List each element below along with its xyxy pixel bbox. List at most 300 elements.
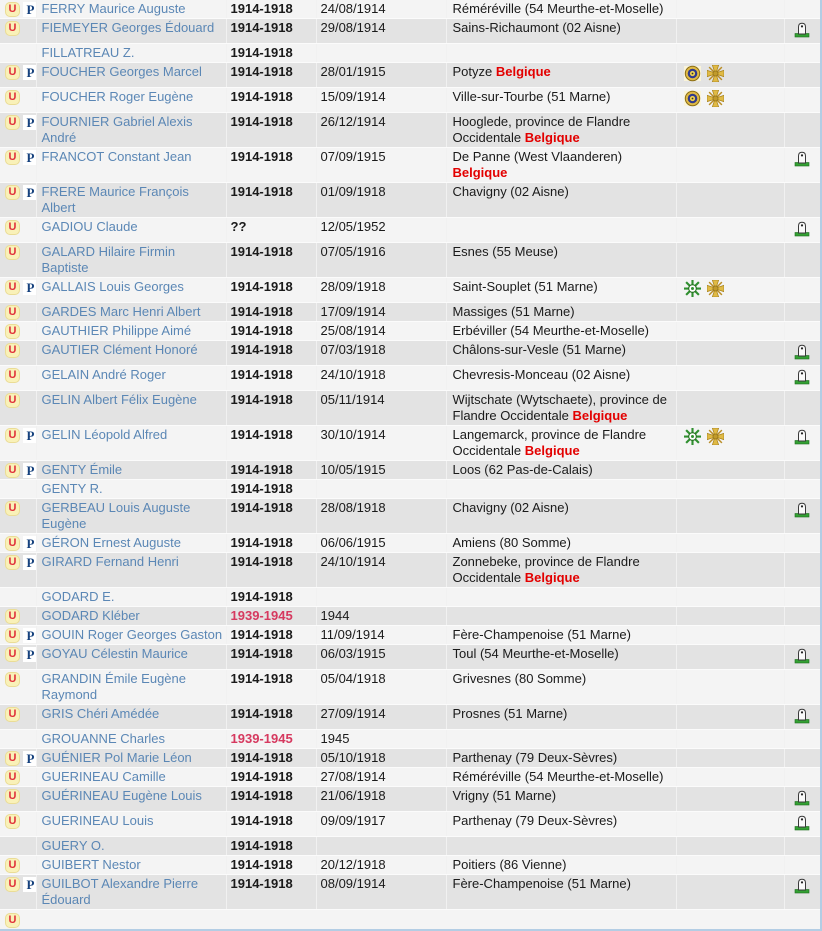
u-record-icon[interactable]: U <box>5 672 20 687</box>
war-period: 1914-1918 <box>230 589 293 604</box>
war-period: ?? <box>230 219 247 234</box>
death-place-cell <box>446 626 676 645</box>
death-date-cell <box>316 837 446 856</box>
table-row <box>0 113 820 148</box>
medals-cell <box>676 875 784 910</box>
soldier-name-link[interactable]: GENTY R. <box>41 481 103 496</box>
table-row <box>0 183 820 218</box>
table-row <box>0 426 820 461</box>
soldier-name-cell <box>36 303 226 322</box>
u-record-icon[interactable]: U <box>5 770 20 785</box>
war-period: 1914-1918 <box>230 184 293 199</box>
grave-cell <box>784 322 820 341</box>
soldier-name-cell <box>36 480 226 499</box>
death-place: Chevresis-Monceau (02 Aisne) <box>452 367 631 382</box>
table-row <box>0 749 820 768</box>
record-flags-cell <box>0 553 36 588</box>
death-date-cell <box>316 553 446 588</box>
war-period-cell <box>226 670 316 705</box>
table-row <box>0 670 820 705</box>
death-place: Fère-Champenoise (51 Marne) <box>452 876 631 891</box>
table-row <box>0 0 820 19</box>
u-record-icon[interactable]: U <box>5 814 20 829</box>
croix-de-guerre-icon <box>707 65 724 86</box>
grave-icon[interactable] <box>794 814 810 835</box>
grave-cell <box>784 670 820 705</box>
death-date: 09/09/1917 <box>320 813 386 828</box>
soldier-name-link[interactable]: GUÉRINEAU Eugène Louis <box>41 788 202 803</box>
record-flags-cell <box>0 812 36 837</box>
death-place-cell <box>446 480 676 499</box>
death-date-cell <box>316 534 446 553</box>
table-row <box>0 341 820 366</box>
war-period-cell <box>226 19 316 44</box>
u-record-icon[interactable]: U <box>5 343 20 358</box>
war-period: 1914-1918 <box>230 64 293 79</box>
grave-cell <box>784 44 820 63</box>
table-row <box>0 787 820 812</box>
war-period-cell <box>226 856 316 875</box>
grave-cell <box>784 0 820 19</box>
record-flags-cell <box>0 499 36 534</box>
p-photo-icon[interactable]: P <box>23 463 36 478</box>
u-record-icon[interactable]: U <box>5 628 20 643</box>
soldier-name-link[interactable]: GUERINEAU Camille <box>41 769 166 784</box>
grave-cell <box>784 366 820 391</box>
death-date-cell <box>316 148 446 183</box>
grave-cell <box>784 426 820 461</box>
soldier-name-cell <box>36 148 226 183</box>
soldier-name-link[interactable]: GELAIN André Roger <box>41 367 166 382</box>
death-date-cell <box>316 480 446 499</box>
death-date-cell <box>316 461 446 480</box>
death-date: 06/03/1915 <box>320 646 386 661</box>
table-row <box>0 705 820 730</box>
death-place: Toul (54 Meurthe-et-Moselle) <box>452 646 619 661</box>
record-flags-cell <box>0 341 36 366</box>
soldier-name-link[interactable]: FERRY Maurice Auguste <box>41 1 186 16</box>
death-place: Réméréville (54 Meurthe-et-Moselle) <box>452 1 664 16</box>
u-record-icon[interactable]: U <box>5 789 20 804</box>
medals-cell <box>676 113 784 148</box>
death-date-cell <box>316 499 446 534</box>
p-photo-icon[interactable]: P <box>23 877 36 892</box>
u-record-icon[interactable]: U <box>5 150 20 165</box>
soldier-name-link[interactable]: GUILBOT Alexandre Pierre Édouard <box>41 876 199 907</box>
death-place-cell <box>446 856 676 875</box>
war-period: 1914-1918 <box>230 244 293 259</box>
soldier-name-link[interactable]: GALARD Hilaire Firmin Baptiste <box>41 244 176 275</box>
u-record-icon[interactable]: U <box>5 368 20 383</box>
grave-cell <box>784 183 820 218</box>
death-place-cell <box>446 875 676 910</box>
death-date: 05/10/1918 <box>320 750 386 765</box>
record-flags-cell <box>0 0 36 19</box>
p-photo-icon[interactable]: P <box>23 185 36 200</box>
war-period: 1914-1918 <box>230 627 293 642</box>
death-place: Prosnes (51 Marne) <box>452 706 568 721</box>
medals-cell <box>676 243 784 278</box>
death-place: Loos (62 Pas-de-Calais) <box>452 462 593 477</box>
soldier-name-link[interactable]: GUIBERT Nestor <box>41 857 141 872</box>
soldier-name-link[interactable]: FOURNIER Gabriel Alexis André <box>41 114 193 145</box>
soldier-name-cell <box>36 749 226 768</box>
death-place: Réméréville (54 Meurthe-et-Moselle) <box>452 769 664 784</box>
record-flags-cell <box>0 183 36 218</box>
u-record-icon[interactable]: U <box>5 463 20 478</box>
war-period: 1914-1918 <box>230 554 293 569</box>
grave-cell <box>784 787 820 812</box>
war-period: 1914-1918 <box>230 500 293 515</box>
medals-cell <box>676 499 784 534</box>
empty-cell <box>784 910 820 930</box>
record-flags-cell <box>0 910 36 930</box>
grave-cell <box>784 553 820 588</box>
death-place: Potyze <box>452 64 493 79</box>
death-place: Hooglede, province de Flandre Occidentale <box>452 114 631 145</box>
u-record-icon[interactable]: U <box>5 185 20 200</box>
grave-icon[interactable] <box>794 877 810 898</box>
war-period-cell <box>226 148 316 183</box>
war-period-cell <box>226 812 316 837</box>
u-record-icon[interactable]: U <box>5 707 20 722</box>
death-date: 24/10/1914 <box>320 554 386 569</box>
soldier-name-link[interactable]: FILLATREAU Z. <box>41 45 135 60</box>
soldier-name-link[interactable]: GOYAU Célestin Maurice <box>41 646 188 661</box>
u-record-icon[interactable]: U <box>5 877 20 892</box>
medals-cell <box>676 812 784 837</box>
grave-cell <box>784 705 820 730</box>
soldier-name-link[interactable]: GRANDIN Émile Eugène Raymond <box>41 671 186 702</box>
medals-cell <box>676 63 784 88</box>
death-date-cell <box>316 730 446 749</box>
grave-cell <box>784 749 820 768</box>
soldier-name-link[interactable]: GELIN Léopold Alfred <box>41 427 168 442</box>
medals-cell <box>676 148 784 183</box>
medals-cell <box>676 19 784 44</box>
table-row <box>0 88 820 113</box>
grave-icon[interactable] <box>794 220 810 241</box>
war-period: 1914-1918 <box>230 750 293 765</box>
death-date: 28/01/1915 <box>320 64 386 79</box>
u-record-icon[interactable]: U <box>5 90 20 105</box>
death-place-cell <box>446 44 676 63</box>
war-period-cell <box>226 113 316 148</box>
soldier-name-cell <box>36 278 226 303</box>
soldier-name-link[interactable]: GROUANNE Charles <box>41 731 166 746</box>
u-record-icon[interactable]: U <box>5 2 20 17</box>
death-date: 29/08/1914 <box>320 20 386 35</box>
soldier-name-cell <box>36 787 226 812</box>
war-period: 1914-1918 <box>230 706 293 721</box>
medals-cell <box>676 341 784 366</box>
death-date-cell <box>316 243 446 278</box>
grave-cell <box>784 391 820 426</box>
medals-cell <box>676 645 784 670</box>
soldier-name-link[interactable]: FIEMEYER Georges Édouard <box>41 20 215 35</box>
death-date-cell <box>316 391 446 426</box>
soldier-name-link[interactable]: GALLAIS Louis Georges <box>41 279 184 294</box>
war-period-cell <box>226 553 316 588</box>
p-photo-icon[interactable]: P <box>23 555 36 570</box>
death-date-cell <box>316 705 446 730</box>
death-place: De Panne (West Vlaanderen) <box>452 149 623 164</box>
death-date: 06/06/1915 <box>320 535 386 550</box>
death-date-cell <box>316 341 446 366</box>
grave-icon[interactable] <box>794 501 810 522</box>
soldier-name-link[interactable]: GADIOU Claude <box>41 219 138 234</box>
death-place-cell <box>446 183 676 218</box>
soldier-name-cell <box>36 341 226 366</box>
table-row <box>0 534 820 553</box>
soldier-name-cell <box>36 837 226 856</box>
grave-cell <box>784 461 820 480</box>
death-date: 1945 <box>320 731 350 746</box>
death-date: 24/08/1914 <box>320 1 386 16</box>
table-row <box>0 645 820 670</box>
u-record-icon[interactable]: U <box>5 115 20 130</box>
medals-cell <box>676 480 784 499</box>
death-place-cell <box>446 218 676 243</box>
grave-icon[interactable] <box>794 789 810 810</box>
soldier-name-cell <box>36 322 226 341</box>
soldier-name-link[interactable]: FOUCHER Roger Eugène <box>41 89 194 104</box>
medals-cell <box>676 768 784 787</box>
medaille-militaire-icon <box>684 65 701 86</box>
grave-icon[interactable] <box>794 428 810 449</box>
war-period-cell <box>226 626 316 645</box>
medals-cell <box>676 391 784 426</box>
medals-cell <box>676 856 784 875</box>
grave-icon[interactable] <box>794 21 810 42</box>
p-photo-icon[interactable]: P <box>23 115 36 130</box>
soldier-name-cell <box>36 391 226 426</box>
record-flags-cell <box>0 391 36 426</box>
p-photo-icon[interactable]: P <box>23 2 36 17</box>
soldier-name-link[interactable]: FOUCHER Georges Marcel <box>41 64 202 79</box>
medals-cell <box>676 183 784 218</box>
medals-cell <box>676 366 784 391</box>
p-photo-icon[interactable]: P <box>23 628 36 643</box>
medals-cell <box>676 730 784 749</box>
war-period: 1914-1918 <box>230 367 293 382</box>
death-place: Massiges (51 Marne) <box>452 304 575 319</box>
record-flags-cell <box>0 113 36 148</box>
death-place-cell <box>446 768 676 787</box>
death-date: 21/06/1918 <box>320 788 386 803</box>
grave-cell <box>784 607 820 626</box>
death-date-cell <box>316 19 446 44</box>
u-record-icon[interactable]: U <box>5 65 20 80</box>
war-period-cell <box>226 768 316 787</box>
death-place-cell <box>446 0 676 19</box>
war-period: 1914-1918 <box>230 671 293 686</box>
u-record-icon[interactable]: U <box>5 21 20 36</box>
soldier-name-cell <box>36 63 226 88</box>
war-period: 1914-1918 <box>230 20 293 35</box>
u-record-icon[interactable]: U <box>5 647 20 662</box>
u-record-icon[interactable]: U <box>5 751 20 766</box>
record-flags-cell <box>0 856 36 875</box>
medals-cell <box>676 749 784 768</box>
war-period-cell <box>226 341 316 366</box>
death-date: 11/09/1914 <box>320 627 385 642</box>
soldier-name-link[interactable]: GUERINEAU Louis <box>41 813 154 828</box>
table-row <box>0 626 820 645</box>
country-belgique-label: Belgique <box>524 570 580 585</box>
soldier-name-cell <box>36 705 226 730</box>
soldier-name-cell <box>36 499 226 534</box>
war-period: 1914-1918 <box>230 392 293 407</box>
p-photo-icon[interactable]: P <box>23 428 36 443</box>
record-flags-cell <box>0 63 36 88</box>
record-flags-cell <box>0 534 36 553</box>
soldier-name-link[interactable]: GELIN Albert Félix Eugène <box>41 392 197 407</box>
soldier-name-link[interactable]: GUERY O. <box>41 838 105 853</box>
soldier-name-cell <box>36 645 226 670</box>
u-record-icon[interactable]: U <box>5 428 20 443</box>
soldier-name-cell <box>36 243 226 278</box>
u-record-icon[interactable]: U <box>5 220 20 235</box>
record-flags-cell <box>0 461 36 480</box>
soldier-name-link[interactable]: GÉRON Ernest Auguste <box>41 535 181 550</box>
soldier-name-link[interactable]: GUÉNIER Pol Marie Léon <box>41 750 192 765</box>
grave-icon[interactable] <box>794 150 810 171</box>
death-place-cell <box>446 366 676 391</box>
soldier-name-cell <box>36 426 226 461</box>
death-place-cell <box>446 303 676 322</box>
record-flags-cell <box>0 480 36 499</box>
death-date-cell <box>316 749 446 768</box>
soldier-name-link[interactable]: GOUIN Roger Georges Gaston <box>41 627 223 642</box>
war-period: 1939-1945 <box>230 608 293 623</box>
grave-cell <box>784 63 820 88</box>
death-date: 05/11/1914 <box>320 392 385 407</box>
p-photo-icon[interactable]: P <box>23 647 36 662</box>
death-date-cell <box>316 183 446 218</box>
soldier-name-link[interactable]: GODARD E. <box>41 589 115 604</box>
medals-cell <box>676 218 784 243</box>
war-period-cell <box>226 837 316 856</box>
grave-icon[interactable] <box>794 368 810 389</box>
death-place: Saint-Souplet (51 Marne) <box>452 279 598 294</box>
record-flags-cell <box>0 322 36 341</box>
soldier-name-cell <box>36 875 226 910</box>
grave-cell <box>784 480 820 499</box>
soldier-name-link[interactable]: GRIS Chéri Amédée <box>41 706 160 721</box>
p-photo-icon[interactable]: P <box>23 536 36 551</box>
death-date-cell <box>316 0 446 19</box>
record-flags-cell <box>0 730 36 749</box>
grave-icon[interactable] <box>794 647 810 668</box>
soldier-name-link[interactable]: GENTY Émile <box>41 462 123 477</box>
u-record-icon[interactable]: U <box>5 536 20 551</box>
war-period-cell <box>226 875 316 910</box>
grave-cell <box>784 875 820 910</box>
record-flags-cell <box>0 426 36 461</box>
soldier-name-link[interactable]: GODARD Kléber <box>41 608 140 623</box>
table-row <box>0 322 820 341</box>
soldier-name-link[interactable]: FRANCOT Constant Jean <box>41 149 192 164</box>
death-date: 01/09/1918 <box>320 184 386 199</box>
record-flags-cell <box>0 705 36 730</box>
medals-cell <box>676 837 784 856</box>
u-record-icon[interactable]: U <box>5 858 20 873</box>
u-record-icon[interactable]: U <box>5 245 20 260</box>
u-record-icon[interactable]: U <box>5 324 20 339</box>
soldier-name-cell <box>36 626 226 645</box>
death-date: 28/09/1918 <box>320 279 386 294</box>
soldier-name-cell <box>36 183 226 218</box>
death-date-cell <box>316 366 446 391</box>
soldier-name-link[interactable]: FRERE Maurice François Albert <box>41 184 189 215</box>
u-record-icon[interactable]: U <box>5 501 20 516</box>
death-place-cell <box>446 588 676 607</box>
grave-icon[interactable] <box>794 343 810 364</box>
u-record-icon[interactable]: U <box>5 393 20 408</box>
empty-cell <box>676 910 784 930</box>
soldier-name-link[interactable]: GIRARD Fernand Henri <box>41 554 179 569</box>
table-row <box>0 19 820 44</box>
war-period: 1914-1918 <box>230 462 293 477</box>
medals-cell <box>676 44 784 63</box>
death-place-cell <box>446 391 676 426</box>
table-row <box>0 148 820 183</box>
record-flags-cell <box>0 749 36 768</box>
u-record-icon[interactable]: U <box>5 280 20 295</box>
record-flags-cell <box>0 278 36 303</box>
u-record-icon[interactable]: U <box>5 305 20 320</box>
empty-cell <box>36 910 226 930</box>
death-date: 30/10/1914 <box>320 427 386 442</box>
p-photo-icon[interactable]: P <box>23 65 36 80</box>
war-period-cell <box>226 44 316 63</box>
u-record-icon[interactable]: U <box>5 913 20 928</box>
soldier-name-link[interactable]: GAUTIER Clément Honoré <box>41 342 198 357</box>
death-place-cell <box>446 812 676 837</box>
war-period-cell <box>226 730 316 749</box>
soldier-name-cell <box>36 0 226 19</box>
grave-cell <box>784 856 820 875</box>
empty-cell <box>316 910 446 930</box>
death-date: 28/08/1918 <box>320 500 386 515</box>
war-period-cell <box>226 183 316 218</box>
u-record-icon[interactable]: U <box>5 555 20 570</box>
death-place-cell <box>446 705 676 730</box>
u-record-icon[interactable]: U <box>5 609 20 624</box>
soldier-name-cell <box>36 534 226 553</box>
soldier-name-link[interactable]: GAUTHIER Philippe Aimé <box>41 323 192 338</box>
death-date: 17/09/1914 <box>320 304 386 319</box>
soldier-name-link[interactable]: GERBEAU Louis Auguste Eugène <box>41 500 191 531</box>
p-photo-icon[interactable]: P <box>23 150 36 165</box>
p-photo-icon[interactable]: P <box>23 751 36 766</box>
death-date-cell <box>316 322 446 341</box>
p-photo-icon[interactable]: P <box>23 280 36 295</box>
grave-cell <box>784 88 820 113</box>
death-place-cell <box>446 278 676 303</box>
soldier-name-link[interactable]: GARDES Marc Henri Albert <box>41 304 201 319</box>
death-place-cell <box>446 607 676 626</box>
country-belgique-label: Belgique <box>524 130 580 145</box>
death-place-cell <box>446 787 676 812</box>
table-row-cut-off <box>0 910 820 930</box>
war-period-cell <box>226 322 316 341</box>
grave-icon[interactable] <box>794 707 810 728</box>
soldier-name-cell <box>36 670 226 705</box>
death-place: Parthenay (79 Deux-Sèvres) <box>452 750 618 765</box>
soldier-name-cell <box>36 812 226 837</box>
